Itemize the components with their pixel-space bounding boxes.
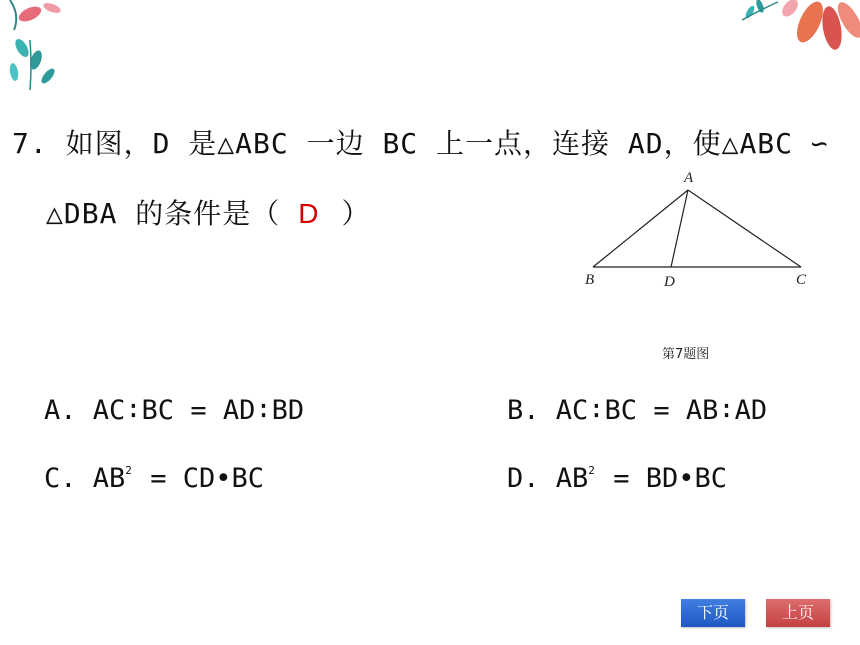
next-page-button[interactable]: 下页 (681, 599, 745, 627)
option-b-text: AC∶BC = AB∶AD (555, 395, 768, 426)
question-stem-line-2: △DBA 的条件是（ (46, 197, 281, 230)
point-label-b: B (585, 272, 595, 288)
point-label-c: C (796, 272, 807, 288)
option-d-label: D. (507, 463, 540, 494)
option-a-label: A. (44, 395, 77, 426)
option-c-base: AB (92, 463, 126, 494)
question-number: 7. (12, 127, 48, 160)
option-c-label: C. (44, 463, 77, 494)
question-line-1 (12, 122, 829, 162)
option-d (507, 463, 727, 494)
option-d-base: AB (555, 463, 589, 494)
question-line-2 (46, 192, 371, 232)
option-c-rest: = CD•BC (150, 463, 264, 494)
option-b-label: B. (507, 395, 540, 426)
option-a-text: AC∶BC = AD∶BD (92, 395, 305, 426)
question-stem-line-1: 如图，D 是△ABC 一边 BC 上一点，连接 AD，使△ABC ∽ (65, 127, 829, 160)
point-label-d: D (664, 274, 675, 290)
question-stem-close: ） (341, 197, 371, 230)
option-a (44, 395, 304, 426)
segment-ac (688, 190, 801, 267)
option-c-exponent: 2 (125, 464, 132, 477)
figure-caption: 第7题图 (662, 347, 710, 362)
triangle-figure (578, 165, 818, 293)
corner-leaf-decoration-right (730, 0, 860, 70)
corner-leaf-decoration-left (0, 0, 80, 95)
option-d-exponent: 2 (588, 464, 595, 477)
point-label-a: A (684, 170, 694, 186)
option-b (507, 395, 767, 426)
option-c (44, 463, 264, 494)
previous-page-button[interactable]: 上页 (766, 599, 830, 627)
answer-letter: D (298, 198, 320, 229)
option-d-rest: = BD•BC (613, 463, 727, 494)
